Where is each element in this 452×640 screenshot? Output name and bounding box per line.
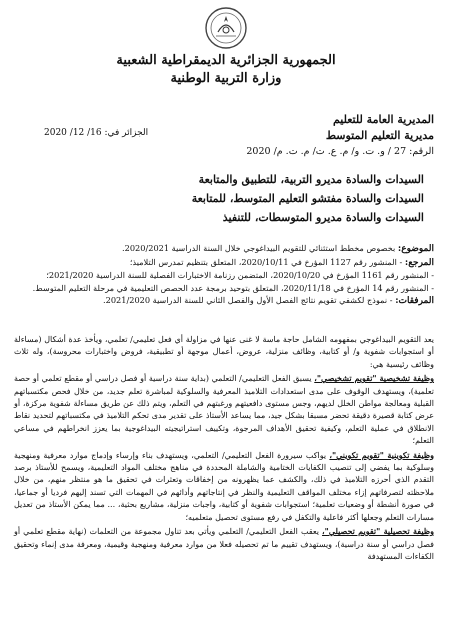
reference-item: - المنشور رقم 1161 المؤرخ في 2020/10/20، المتضمن رزنامة الاختبارات الفصلية للسنة الدراسية 2021/2020؛ (46, 270, 434, 281)
attachments-line (14, 294, 434, 308)
ministry-name: وزارة التربية الوطنية (170, 71, 282, 86)
formative-paragraph (14, 449, 434, 524)
diagnostic-text: يسبق الفعل التعليمي/ التعلمي (بداية سنة دراسية أو فصل دراسي أو مقطع تعلمي أو حصة تعلمية)، ويستهدف الوقوف على مدى استعدادات التلاميذ المعرفية والسلوكية لمباشرة تعلم جديد، من خلال فحص مكتسباتهم القبلية ومعالجة مواطن الخلل لديهم، وجس مستوى دافعيتهم ورغبتهم في التعلم، ويتم ذلك عن طريق مساءلة شفوية مركزة، أو عرض كتابة قصيرة دقيقة تحضر مسبقا بشكل جيد، مما يساعد الأستاذ على تقدير مدى تحكم التلاميذ في مكتسباتهم لتحديد نقاط الانطلاق في عملية التعلم، وكيفية تحقيق الأهداف المرجوة، وتكييف استراتيجيته البيداغوجية بما يعزز انخراطهم في مساعي التعلم؛ (14, 374, 434, 446)
references-line (14, 256, 434, 270)
addressee-item: السيدات والسادة مفتشو التعليم المتوسط، للمتابعة (191, 192, 424, 205)
reference-item: - المنشور رقم 14 المؤرخ في 2020/11/18، المتعلق بتوحيد برمجة عدد الحصص التعليمية في مرحلة التعليم المتوسط. (32, 282, 434, 293)
document-reference: الرقم: 27 / و. ت. و/ م. ع. ت/ م. ت. م/ 2020 (246, 146, 434, 157)
diagnostic-heading: وظيفة تشخيصية "تقويم تشخيصي"، (314, 373, 435, 384)
reference-item: - المنشور رقم 1127 المؤرخ في 2020/10/11، المتعلق بتنظيم تمدرس التلاميذ؛ (129, 256, 403, 267)
intro-paragraph: يعد التقويم البيداغوجي بمفهومه الشامل حاجة ماسة لا غنى عنها في مزاولة أي فعل تعليمي/ تعلمي، ويأخذ عدة أشكال (مساءلة أو استجوابات شفوية و/ أو كتابية، وظائف منزلية، عروض، أعمال موجهة أو تطبيقية، فروض واختبارات محروسة)، وله ثلاث وظائف رئيسية هي: (14, 335, 434, 369)
attachments-label: المرفقات: (395, 296, 434, 307)
summative-heading: وظيفة تحصيلية "تقويم تحصيلي"، (322, 526, 434, 537)
addressee-item: السيدات والسادة مديرو التربية، للتطبيق والمتابعة (198, 173, 424, 186)
document-body (14, 334, 434, 564)
document-header (0, 52, 452, 88)
addressee-item: السيدات والسادة مديرو المتوسطات، للتنفيذ (222, 211, 424, 224)
diagnostic-paragraph (14, 372, 434, 447)
directorate-line-1: المديرية العامة للتعليم (332, 113, 434, 126)
directorate-line-2: مديرية التعليم المتوسط (325, 129, 434, 142)
formative-heading: وظيفة تكوينية "تقويم تكويني"، (329, 449, 435, 460)
summative-text: يعقب الفعل التعليمي/ التعلمي ويأتي بعد تناول مجموعة من التعلمات (نهاية مقطع تعلمي أو فصل دراسي أو سنة دراسية)، ويستهدف تقييم ما تم تحصيله فعلا من موارد معرفية ومنهجية وقيمية، ومعرفة مدى إنماء وتحقيق الكفاءات المستهدفة (14, 527, 434, 561)
directorate-block (326, 112, 434, 144)
subject-label: الموضوع: (397, 244, 434, 254)
national-emblem-icon (204, 6, 248, 50)
document-date: الجزائر في: 16/ 12/ 2020 (44, 128, 149, 138)
document-meta (14, 242, 434, 308)
attachments-text: - نموذج لكشفي تقويم نتائج الفصل الأول والفصل الثاني للسنة الدراسية 2021/2020. (103, 295, 393, 306)
subject-line (14, 242, 434, 256)
references-label: المرجع: (404, 257, 434, 268)
formative-text: يواكب سيرورة الفعل التعليمي/ التعلمي، ويستهدف بناء وإرساء وإدماج موارد معرفية ومنهجية وسلوكية بما يفضي إلى تنصيب الكفايات الختامية والشاملة المحددة في مناهج مختلف المواد التعليمية، ويسمح للأستاذ برصد التقدم الذي أحرزه التلاميذ في ذلك، والكشف عما يظهرونه من إخفاقات وتعثرات في تحقيق ما هو منتظر منهم، من خلال ملاحظته لتصرفاتهم إزاء مختلف المواقف التعليمية والنظر في إنتاجاتهم وأدائهم في المهمات التي تسند إليهم فرديا أو جماعيا، في صورة أنشطة أو وضعيات تعلمية؛ استجوابات شفوية أو كتابية، واجبات منزلية، مشاريع بحثية، ... مما يمكن الأستاذ من تعديل مسارات التعلم وجعلها أكثر فاعلية والتكفل في رفع مستوى تحصيل متعلميه؛ (14, 450, 434, 522)
subject-text: بخصوص مخطط استثنائي للتقويم البيداغوجي خلال السنة الدراسية 2020/2021. (122, 243, 396, 253)
summative-paragraph (14, 525, 434, 563)
republic-name: الجمهورية الجزائرية الديمقراطية الشعبية (116, 53, 336, 68)
addressees-list (192, 170, 424, 227)
